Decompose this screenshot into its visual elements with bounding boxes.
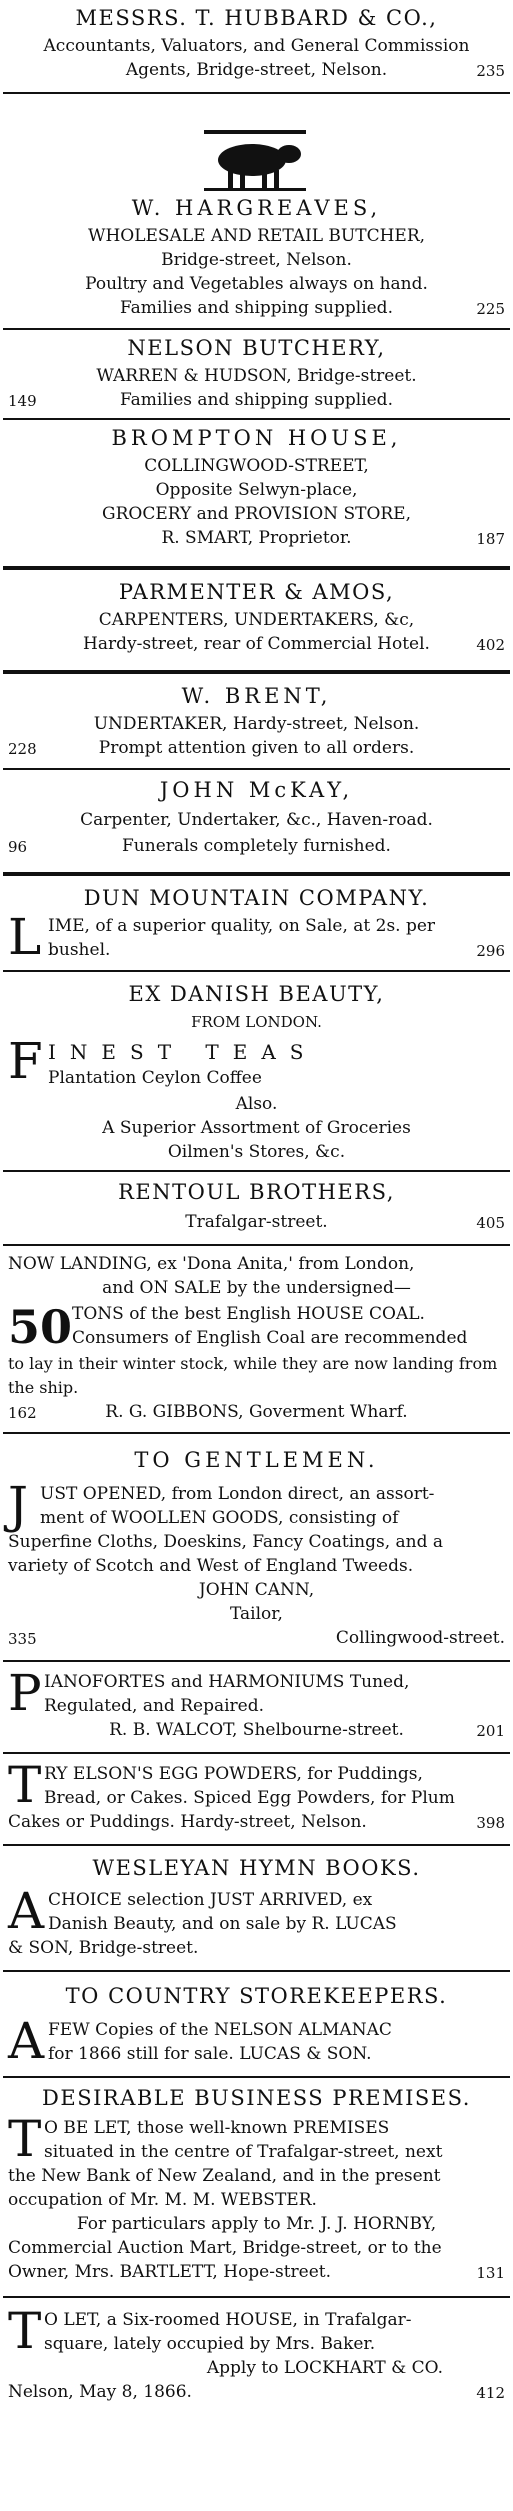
- premises-number: 131: [476, 2264, 505, 2282]
- brompton-number: 187: [476, 530, 505, 548]
- dun-mountain-line1: IME, of a superior quality, on Sale, at 2s. per: [48, 916, 436, 936]
- danish-line1: FROM LONDON.: [191, 1013, 322, 1031]
- mckay-name: JOHN McKAY,: [159, 778, 354, 802]
- mckay-number: 96: [8, 838, 28, 856]
- parmenter-line2: Hardy-street, rear of Commercial Hotel.: [83, 634, 430, 654]
- walcot-line2: Regulated, and Repaired.: [44, 1696, 265, 1716]
- premises-line6: Commercial Auction Mart, Bridge-street, or to the: [8, 2238, 442, 2258]
- hubbard-name: MESSRS. T. HUBBARD & CO.,: [75, 6, 438, 30]
- rentoul-number: 405: [476, 1214, 505, 1232]
- dun-mountain-line2: bushel.: [48, 940, 111, 960]
- danish-line3: Plantation Ceylon Coffee: [48, 1068, 262, 1088]
- cann-line5: JOHN CANN,: [198, 1580, 315, 1600]
- mckay-line1: Carpenter, Undertaker, &c., Haven-road.: [80, 810, 433, 830]
- premises-line2: situated in the centre of Trafalgar-street, next: [44, 2142, 443, 2162]
- dun-mountain-name: DUN MOUNTAIN COMPANY.: [83, 886, 430, 910]
- brent-name: W. BRENT,: [181, 684, 332, 708]
- lockhart-line1: O LET, a Six-roomed HOUSE, in Trafalgar-: [44, 2310, 412, 2330]
- gibbons-number: 162: [8, 1404, 37, 1422]
- danish-dropcap: F: [8, 1032, 43, 1090]
- elson-dropcap: T: [8, 1756, 42, 1814]
- lockhart-number: 412: [476, 2384, 505, 2402]
- divider: [3, 2076, 510, 2078]
- hubbard-line1: Accountants, Valuators, and General Commission: [43, 36, 470, 56]
- divider: [3, 1244, 510, 1246]
- hargreaves-line4: Families and shipping supplied.: [120, 298, 393, 318]
- walcot-dropcap: P: [8, 1664, 42, 1722]
- divider: [3, 1844, 510, 1846]
- gibbons-line5: to lay in their winter stock, while they are now landing from the ship.: [8, 1354, 498, 1397]
- divider: [3, 418, 510, 420]
- wesleyan-line1: CHOICE selection JUST ARRIVED, ex: [48, 1890, 373, 1910]
- brent-line2: Prompt attention given to all orders.: [98, 738, 415, 758]
- dun-mountain-dropcap: L: [8, 908, 42, 966]
- cann-name: TO GENTLEMEN.: [134, 1448, 379, 1472]
- gibbons-line4: Consumers of English Coal are recommended: [72, 1328, 468, 1348]
- brompton-name: BROMPTON HOUSE,: [111, 426, 402, 450]
- danish-line2: INEST TEAS: [48, 1040, 318, 1064]
- wesleyan-line3: & SON, Bridge-street.: [8, 1938, 199, 1958]
- cann-line7: Collingwood-street.: [335, 1628, 505, 1648]
- lockhart-line2: square, lately occupied by Mrs. Baker.: [44, 2334, 376, 2354]
- country-line2: for 1866 still for sale. LUCAS & SON.: [48, 2044, 372, 2064]
- wesleyan-line2: Danish Beauty, and on sale by R. LUCAS: [48, 1914, 397, 1934]
- hubbard-line2: Agents, Bridge-street, Nelson.: [125, 60, 388, 80]
- walcot-line3: R. B. WALCOT, Shelbourne-street.: [109, 1720, 404, 1740]
- elson-line2: Bread, or Cakes. Spiced Egg Powders, for Plum: [44, 1788, 455, 1808]
- butchery-name: NELSON BUTCHERY,: [127, 336, 386, 360]
- brent-line1: UNDERTAKER, Hardy-street, Nelson.: [93, 714, 420, 734]
- rentoul-line1: Trafalgar-street.: [185, 1212, 328, 1232]
- rentoul-name: RENTOUL BROTHERS,: [118, 1180, 395, 1204]
- divider: [3, 1432, 510, 1434]
- parmenter-line1: CARPENTERS, UNDERTAKERS, &c,: [98, 610, 415, 630]
- dun-mountain-number: 296: [476, 942, 505, 960]
- hargreaves-line3: Poultry and Vegetables always on hand.: [85, 274, 428, 294]
- gibbons-line2: and ON SALE by the undersigned—: [102, 1278, 411, 1298]
- parmenter-number: 402: [476, 636, 505, 654]
- sheep-icon: [200, 128, 310, 192]
- premises-line1: O BE LET, those well-known PREMISES: [44, 2118, 390, 2138]
- divider: [3, 768, 510, 770]
- danish-line4: Also.: [235, 1094, 278, 1114]
- hubbard-number: 235: [476, 62, 505, 80]
- premises-name: DESIRABLE BUSINESS PREMISES.: [42, 2086, 471, 2110]
- brent-number: 228: [8, 740, 37, 758]
- cann-dropcap: J: [8, 1476, 29, 1534]
- hargreaves-line2: Bridge-street, Nelson.: [161, 250, 352, 270]
- cann-line4: variety of Scotch and West of England Tweeds.: [8, 1556, 414, 1576]
- parmenter-name: PARMENTER & AMOS,: [118, 580, 395, 604]
- elson-line1: RY ELSON'S EGG POWDERS, for Puddings,: [44, 1764, 423, 1784]
- brompton-line1: COLLINGWOOD-STREET,: [144, 456, 369, 476]
- elson-number: 398: [476, 1814, 505, 1832]
- divider: [3, 566, 510, 570]
- brompton-line2: Opposite Selwyn-place,: [155, 480, 358, 500]
- divider: [3, 328, 510, 330]
- elson-line3: Cakes or Puddings. Hardy-street, Nelson.: [8, 1812, 367, 1832]
- divider: [3, 1660, 510, 1662]
- divider: [3, 1752, 510, 1754]
- divider: [3, 92, 510, 94]
- hargreaves-line1: WHOLESALE AND RETAIL BUTCHER,: [87, 226, 426, 246]
- premises-line7: Owner, Mrs. BARTLETT, Hope-street.: [8, 2262, 332, 2282]
- cann-line6: Tailor,: [230, 1604, 283, 1624]
- danish-line6: Oilmen's Stores, &c.: [167, 1142, 346, 1162]
- lockhart-dropcap: T: [8, 2302, 42, 2360]
- wesleyan-dropcap: A: [8, 1882, 45, 1940]
- divider: [3, 1170, 510, 1172]
- hargreaves-number: 225: [476, 300, 505, 318]
- butchery-number: 149: [8, 392, 37, 410]
- divider: [3, 2296, 510, 2298]
- divider: [3, 970, 510, 972]
- divider: [3, 1970, 510, 1972]
- country-dropcap: A: [8, 2012, 45, 2070]
- premises-line5: For particulars apply to Mr. J. J. HORNBY,: [76, 2214, 437, 2234]
- premises-line3: the New Bank of New Zealand, and in the present: [8, 2166, 441, 2186]
- cann-line1: UST OPENED, from London direct, an assort-: [40, 1484, 435, 1504]
- lockhart-line3: Apply to LOCKHART & CO.: [206, 2358, 443, 2378]
- butchery-line1: WARREN & HUDSON, Bridge-street.: [96, 366, 417, 386]
- country-line1: FEW Copies of the NELSON ALMANAC: [48, 2020, 392, 2040]
- danish-name: EX DANISH BEAUTY,: [128, 982, 385, 1006]
- brompton-line4: R. SMART, Proprietor.: [161, 528, 352, 548]
- divider: [3, 872, 510, 876]
- gibbons-line3: TONS of the best English HOUSE COAL.: [72, 1304, 425, 1324]
- hargreaves-name: W. HARGREAVES,: [131, 196, 382, 220]
- walcot-number: 201: [476, 1722, 505, 1740]
- cann-line2: ment of WOOLLEN GOODS, consisting of: [40, 1508, 399, 1528]
- brompton-line3: GROCERY and PROVISION STORE,: [102, 504, 411, 524]
- cann-line3: Superfine Cloths, Doeskins, Fancy Coatings, and a: [8, 1532, 444, 1552]
- gibbons-line1: NOW LANDING, ex 'Dona Anita,' from London,: [8, 1254, 415, 1274]
- butchery-line2: Families and shipping supplied.: [120, 390, 393, 410]
- premises-line4: occupation of Mr. M. M. WEBSTER.: [8, 2190, 317, 2210]
- cann-number: 335: [8, 1630, 37, 1648]
- mckay-line2: Funerals completely furnished.: [122, 836, 391, 856]
- gibbons-bignum: 50: [8, 1300, 73, 1354]
- divider: [3, 670, 510, 674]
- premises-dropcap: T: [8, 2110, 42, 2168]
- country-name: TO COUNTRY STOREKEEPERS.: [65, 1984, 448, 2008]
- danish-line5: A Superior Assortment of Groceries: [102, 1118, 411, 1138]
- lockhart-line4: Nelson, May 8, 1866.: [8, 2382, 192, 2402]
- wesleyan-name: WESLEYAN HYMN BOOKS.: [92, 1856, 421, 1880]
- walcot-line1: IANOFORTES and HARMONIUMS Tuned,: [44, 1672, 410, 1692]
- gibbons-line6: R. G. GIBBONS, Goverment Wharf.: [105, 1402, 408, 1422]
